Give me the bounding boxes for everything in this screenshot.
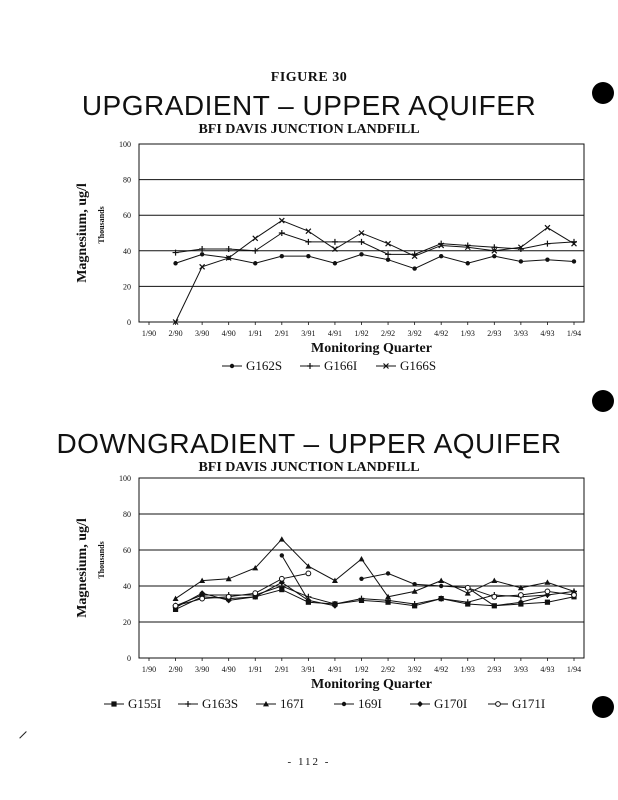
chart-2-legend-label: G163S <box>202 696 239 711</box>
chart-2-subtitle: BFI DAVIS JUNCTION LANDFILL <box>198 460 420 475</box>
chart-2-data-point <box>359 556 365 561</box>
chart-2-legend-item <box>104 696 161 711</box>
scan-mark: ⸝ <box>18 720 28 742</box>
chart-1-data-point <box>412 266 416 270</box>
chart-1-data-point <box>572 259 576 263</box>
chart-2-series-line <box>176 539 574 598</box>
chart-2-data-point <box>518 593 523 598</box>
chart-2-x-tick-label: 1/90 <box>141 665 157 674</box>
chart-1-data-point <box>252 248 258 254</box>
chart-1-data-point <box>333 261 337 265</box>
chart-1-x-tick-label: 2/92 <box>380 329 396 338</box>
chart-1-data-point <box>306 254 310 258</box>
chart-1-data-point <box>439 254 443 258</box>
chart-2-legend-item <box>178 696 238 711</box>
chart-2-data-point <box>279 536 285 541</box>
chart-1-x-tick-label: 3/92 <box>407 329 422 338</box>
chart-2-data-point <box>491 578 497 583</box>
chart-2-y-unit-label: Thousands <box>97 541 106 579</box>
chart-1-legend-label: G166I <box>324 358 358 373</box>
chart-1-data-point <box>386 241 391 246</box>
chart-2-data-point <box>280 553 284 557</box>
chart-1-y-tick-label: 20 <box>123 282 131 292</box>
chart-1-y-unit-label: Thousands <box>97 206 106 244</box>
chart-1-y-tick-label: 100 <box>119 140 131 149</box>
chart-2-data-point <box>439 584 443 588</box>
chart-2-data-point <box>200 596 205 601</box>
page-number: - 112 - <box>287 756 331 768</box>
chart-1-data-point <box>200 252 204 256</box>
chart-1-data-point <box>545 258 549 262</box>
chart-2-data-point <box>438 578 444 583</box>
chart-2-data-point <box>465 585 470 590</box>
chart-2-data-point <box>544 579 550 584</box>
chart-2-x-tick-label: 2/90 <box>168 665 183 674</box>
chart-2-legend-label: 169I <box>358 696 382 711</box>
chart-2-legend-label: 167I <box>280 696 304 711</box>
chart-1-legend-item <box>376 358 436 373</box>
chart-2-data-point <box>306 571 311 576</box>
chart-1-y-tick-label: 80 <box>123 175 131 185</box>
chart-2-x-tick-label: 3/92 <box>407 665 422 674</box>
chart-2-title: DOWNGRADIENT – UPPER AQUIFER <box>56 428 562 459</box>
chart-2-plot-area <box>139 478 584 658</box>
chart-1-series-G166I <box>173 230 577 257</box>
chart-1-data-point <box>332 239 338 245</box>
chart-2-x-tick-label: 2/91 <box>274 665 289 674</box>
chart-1-x-tick-label: 2/91 <box>274 329 289 338</box>
chart-1-x-tick-label: 1/92 <box>354 329 369 338</box>
chart-2-y-tick-label: 60 <box>123 546 131 555</box>
chart-1-subtitle: BFI DAVIS JUNCTION LANDFILL <box>198 122 420 137</box>
chart-2-x-tick-label: 4/91 <box>327 665 343 674</box>
chart-1-x-tick-label: 4/93 <box>540 329 555 338</box>
chart-1-data-point <box>279 218 284 223</box>
chart-1-data-point <box>544 241 550 247</box>
chart-2-legend-item <box>256 696 304 711</box>
chart-2-data-point <box>465 590 471 595</box>
chart-2-y-tick-label: 0 <box>127 654 131 663</box>
chart-1-legend-item <box>300 358 357 373</box>
chart-1-legend-marker <box>307 363 313 369</box>
chart-1-x-tick-label: 3/93 <box>513 329 528 338</box>
chart-1-data-point <box>359 239 365 245</box>
chart-2-legend-item <box>410 696 467 711</box>
chart-1-series-G162S <box>173 252 576 271</box>
chart-2-x-tick-label: 1/92 <box>354 665 369 674</box>
chart-1-series-line <box>176 221 574 322</box>
chart-2-data-point <box>412 582 416 586</box>
chart-1-legend-item <box>222 358 282 373</box>
chart-2 <box>0 472 618 717</box>
chart-1-series-line <box>176 254 574 268</box>
chart-1-xlabel: Monitoring Quarter <box>311 341 432 356</box>
chart-2-x-tick-label: 3/93 <box>513 665 528 674</box>
chart-2-data-point <box>279 576 284 581</box>
chart-2-legend-marker <box>417 701 423 707</box>
chart-2-data-point <box>173 603 178 608</box>
chart-2-xlabel: Monitoring Quarter <box>311 677 432 692</box>
chart-2-legend-marker <box>111 701 116 706</box>
chart-1-x-tick-label: 1/90 <box>141 329 157 338</box>
chart-2-y-tick-label: 40 <box>123 582 131 591</box>
chart-2-x-tick-label: 1/93 <box>460 665 475 674</box>
chart-2-x-tick-label: 1/91 <box>248 665 263 674</box>
figure-label: FIGURE 30 <box>270 70 348 85</box>
chart-1-data-point <box>492 254 496 258</box>
chart-1-x-tick-label: 4/92 <box>434 329 449 338</box>
chart-1-y-tick-label: 40 <box>123 246 131 256</box>
chart-1-data-point <box>306 229 311 234</box>
chart-1-data-point <box>305 239 311 245</box>
chart-2-x-tick-label: 3/91 <box>301 665 316 674</box>
chart-2-data-point <box>359 577 363 581</box>
chart-2-x-tick-label: 4/90 <box>221 665 236 674</box>
chart-2-data-point <box>492 594 497 599</box>
chart-2-ylabel: Magnesium, ug/l <box>75 518 90 618</box>
chart-1-x-tick-label: 1/94 <box>566 329 582 338</box>
chart-1-data-point <box>279 230 285 236</box>
chart-1-y-tick-label: 0 <box>127 318 131 327</box>
chart-2-data-point <box>226 594 231 599</box>
chart-2-legend-marker <box>185 701 191 707</box>
chart-1-data-point <box>466 261 470 265</box>
chart-1-x-tick-label: 4/91 <box>327 329 343 338</box>
chart-2-data-point <box>386 571 390 575</box>
chart-2-legend-item <box>488 696 545 711</box>
chart-2-legend-label: G171I <box>512 696 546 711</box>
chart-2-legend-item <box>334 696 382 711</box>
chart-2-y-tick-label: 80 <box>123 510 131 519</box>
chart-2-legend-marker <box>342 702 346 706</box>
chart-1-title: UPGRADIENT – UPPER AQUIFER <box>81 90 537 121</box>
chart-2-data-point <box>173 596 179 601</box>
chart-2-data-point <box>253 591 258 596</box>
chart-1-data-point <box>385 251 391 257</box>
chart-1-x-tick-label: 2/90 <box>168 329 183 338</box>
chart-1-x-tick-label: 1/93 <box>460 329 475 338</box>
chart-1-x-tick-label: 2/93 <box>487 329 502 338</box>
chart-2-x-tick-label: 1/94 <box>566 665 582 674</box>
chart-2-legend-marker <box>496 702 501 707</box>
chart-2-series-167I <box>173 536 577 601</box>
chart-1-x-tick-label: 3/91 <box>301 329 316 338</box>
chart-2-x-tick-label: 4/93 <box>540 665 555 674</box>
chart-2-legend-label: G155I <box>128 696 162 711</box>
chart-1-legend-label: G162S <box>246 358 283 373</box>
chart-1-data-point <box>173 261 177 265</box>
chart-1-data-point <box>200 264 205 269</box>
chart-2-x-tick-label: 4/92 <box>434 665 449 674</box>
chart-1-x-tick-label: 3/90 <box>195 329 210 338</box>
chart-1-y-tick-label: 60 <box>123 211 131 221</box>
chart-2-data-point <box>492 604 496 608</box>
chart-2-data-point <box>545 600 550 605</box>
chart-1-x-tick-label: 1/91 <box>248 329 263 338</box>
chart-1 <box>0 136 618 376</box>
chart-1-data-point <box>359 252 363 256</box>
chart-1-data-point <box>386 258 390 262</box>
chart-2-data-point <box>519 600 523 604</box>
chart-2-x-tick-label: 3/90 <box>195 665 210 674</box>
chart-1-data-point <box>253 236 258 241</box>
chart-1-data-point <box>519 259 523 263</box>
chart-2-legend-label: G170I <box>434 696 468 711</box>
chart-2-data-point <box>545 589 550 594</box>
chart-1-data-point <box>280 254 284 258</box>
chart-1-data-point <box>359 231 364 236</box>
chart-1-legend-marker <box>230 364 234 368</box>
chart-1-ylabel: Magnesium, ug/l <box>75 183 90 283</box>
chart-1-data-point <box>545 225 550 230</box>
chart-2-data-point <box>572 593 577 598</box>
chart-1-data-point <box>253 261 257 265</box>
chart-1-legend-label: G166S <box>400 358 437 373</box>
chart-2-y-tick-label: 20 <box>123 618 131 627</box>
chart-1-series-G166S <box>173 218 576 324</box>
chart-2-series-line <box>176 573 309 605</box>
chart-2-y-tick-label: 100 <box>119 474 131 483</box>
chart-2-x-tick-label: 2/92 <box>380 665 396 674</box>
chart-2-x-tick-label: 2/93 <box>487 665 502 674</box>
chart-2-data-point <box>412 588 418 593</box>
punch-hole-middle <box>592 390 614 412</box>
chart-1-x-tick-label: 4/90 <box>221 329 236 338</box>
